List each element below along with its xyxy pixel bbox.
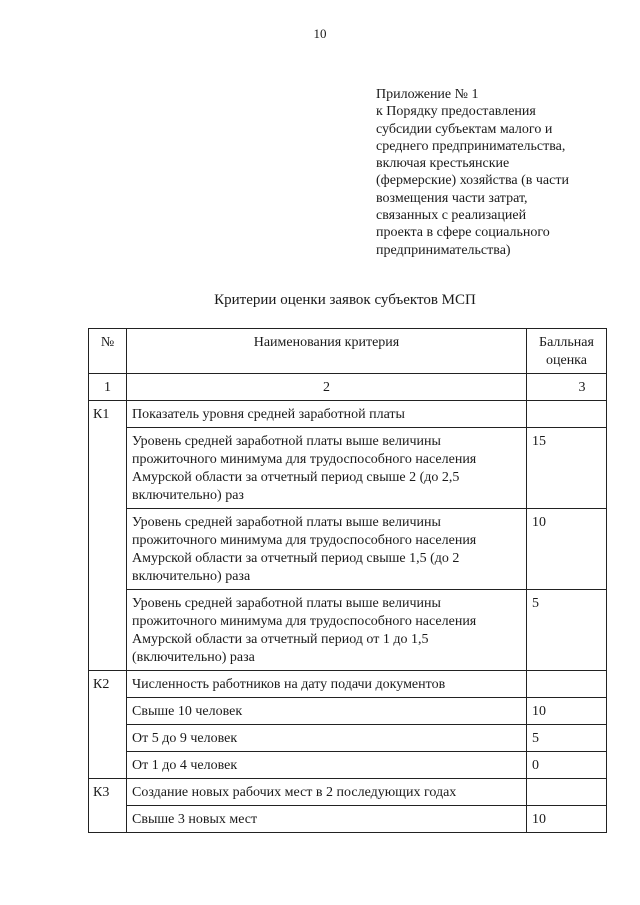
appendix-line: субсидии субъектам малого и <box>376 121 553 137</box>
header-criterion-name: Наименования критерия <box>127 329 527 374</box>
criterion-option-score: 15 <box>527 428 607 509</box>
header-score: Балльная оценка <box>527 329 607 374</box>
column-number-3: 3 <box>527 374 607 401</box>
criterion-score <box>527 671 607 698</box>
appendix-line: к Порядку предоставления <box>376 104 536 120</box>
criterion-option-text: Свыше 3 новых мест <box>127 806 527 833</box>
criterion-title: Показатель уровня средней заработной платы <box>127 401 527 428</box>
table-row <box>89 752 607 779</box>
criterion-option-score: 10 <box>527 698 607 725</box>
criterion-title: Численность работников на дату подачи документов <box>127 671 527 698</box>
appendix-block <box>376 86 616 259</box>
criterion-code: К3 <box>89 779 127 833</box>
table-row <box>89 509 607 590</box>
criterion-option-score: 0 <box>527 752 607 779</box>
criterion-option-text: От 1 до 4 человек <box>127 752 527 779</box>
column-number-1: 1 <box>89 374 127 401</box>
criterion-option-text: Уровень средней заработной платы выше величины прожиточного минимума для трудоспособного населения Амурской области за отчетный период свыше 2 (до 2,5 включительно) раз <box>127 428 527 509</box>
appendix-line: предпринимательства) <box>376 242 511 258</box>
criteria-table <box>88 328 607 833</box>
document-title: Критерии оценки заявок субъектов МСП <box>214 292 476 308</box>
column-number-2: 2 <box>127 374 527 401</box>
criterion-code: К2 <box>89 671 127 779</box>
table-row <box>89 428 607 509</box>
table-header-row <box>89 329 607 374</box>
criterion-code: К1 <box>89 401 127 671</box>
column-number-row <box>89 374 607 401</box>
criterion-score <box>527 401 607 428</box>
table-row <box>89 590 607 671</box>
header-number: № <box>89 329 127 374</box>
table-row <box>89 806 607 833</box>
criterion-option-text: Свыше 10 человек <box>127 698 527 725</box>
criterion-group-row <box>89 401 607 428</box>
appendix-line: Приложение № 1 <box>376 87 479 102</box>
table-row <box>89 698 607 725</box>
table-row <box>89 725 607 752</box>
criterion-option-score: 10 <box>527 806 607 833</box>
criterion-group-row <box>89 671 607 698</box>
criterion-option-score: 5 <box>527 725 607 752</box>
criterion-group-row <box>89 779 607 806</box>
appendix-line: (фермерские) хозяйства (в части <box>376 173 569 189</box>
appendix-line: включая крестьянские <box>376 156 510 172</box>
appendix-line: среднего предпринимательства, <box>376 138 566 154</box>
appendix-line: связанных с реализацией <box>376 208 527 224</box>
criterion-score <box>527 779 607 806</box>
appendix-line: возмещения части затрат, <box>376 190 528 206</box>
criterion-title: Создание новых рабочих мест в 2 последующих годах <box>127 779 527 806</box>
criterion-option-text: От 5 до 9 человек <box>127 725 527 752</box>
page-number: 10 <box>313 26 327 41</box>
criterion-option-score: 10 <box>527 509 607 590</box>
appendix-line: проекта в сфере социального <box>376 225 550 241</box>
criterion-option-text: Уровень средней заработной платы выше величины прожиточного минимума для трудоспособного населения Амурской области за отчетный период свыше 1,5 (до 2 включительно) раза <box>127 509 527 590</box>
criterion-option-score: 5 <box>527 590 607 671</box>
criterion-option-text: Уровень средней заработной платы выше величины прожиточного минимума для трудоспособного населения Амурской области за отчетный период от 1 до 1,5 (включительно) раза <box>127 590 527 671</box>
